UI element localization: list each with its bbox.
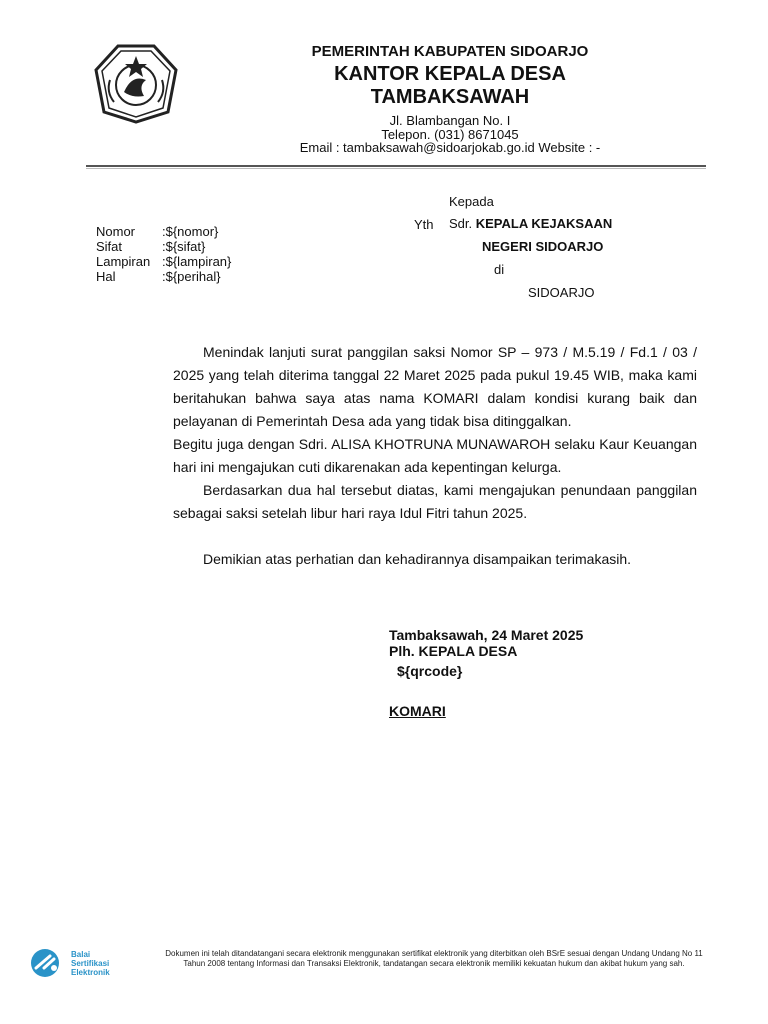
body-paragraph-1: Menindak lanjuti surat panggilan saksi Nomor SP – 973 / M.5.19 / Fd.1 / 03 / 2025 yang telah diterima tanggal 22 Maret 2025 pada pukul 19.45 WIB, maka kami beritahukan bahwa saya atas nama KOMARI dalam kondisi kurang baik dan pelayanan di Pemerintah Desa ada yang tidak bisa ditinggalkan.	[173, 344, 697, 429]
meta-sifat	[96, 239, 231, 254]
bsre-logo-text	[71, 950, 110, 977]
recipient-city: SIDOARJO	[528, 285, 595, 300]
meta-value: :${sifat}	[162, 239, 206, 254]
esign-disclaimer: Dokumen ini telah ditandatangani secara elektronik menggunakan sertifikat elektronik yang diterbitkan oleh BSrE sesuai dengan Undang Undang No 11 Tahun 2008 tentang Informasi dan Transaksi Elektronik, tandatangan secara elektronik memiliki kekuatan hukum dan akibat hukum yang sah.	[165, 949, 703, 968]
recipient-yth: Yth	[414, 217, 434, 232]
meta-lampiran	[96, 254, 231, 269]
body-paragraph-3: Berdasarkan dua hal tersebut diatas, kami mengajukan penundaan panggilan sebagai saksi setelah libur hari raya Idul Fitri tahun 2025.	[173, 482, 697, 521]
recipient-di: di	[494, 262, 505, 277]
recipient-name-line1: KEPALA KEJAKSAAN	[475, 216, 613, 231]
letterhead-divider	[86, 165, 706, 169]
letterhead-address: Jl. Blambangan No. I	[389, 113, 511, 128]
signature-position: Plh. KEPALA DESA	[389, 643, 518, 659]
recipient-name-line2: NEGERI SIDOARJO	[482, 239, 604, 254]
letterhead-office: KANTOR KEPALA DESA	[334, 63, 566, 85]
meta-value: :${perihal}	[162, 269, 221, 284]
letter-meta	[96, 224, 231, 284]
recipient-kepada: Kepada	[449, 194, 494, 209]
letter-body	[173, 341, 697, 571]
bsre-logo-line: Elektronik	[71, 968, 110, 977]
meta-label: Lampiran	[96, 254, 151, 269]
signature-name: KOMARI	[389, 703, 446, 719]
meta-label: Nomor	[96, 224, 136, 239]
recipient-line1	[449, 216, 612, 231]
letterhead-phone: Telepon. (031) 8671045	[381, 127, 519, 142]
meta-label: Hal	[96, 269, 116, 284]
bsre-logo-line: Sertifikasi	[71, 959, 110, 968]
signature-qrcode: ${qrcode}	[397, 663, 463, 679]
meta-label: Sifat	[96, 239, 123, 254]
meta-nomor	[96, 224, 231, 239]
bsre-logo-line: Balai	[71, 950, 91, 959]
letterhead-contact: Email : tambaksawah@sidoarjokab.go.id Website : -	[299, 140, 601, 155]
regency-emblem-icon	[88, 40, 184, 126]
recipient-sdr: Sdr.	[449, 216, 473, 231]
signature-place-date: Tambaksawah, 24 Maret 2025	[389, 627, 584, 643]
letterhead-village: TAMBAKSAWAH	[370, 86, 530, 108]
meta-value: :${lampiran}	[162, 254, 232, 269]
letterhead-government: PEMERINTAH KABUPATEN SIDOARJO	[311, 43, 589, 60]
meta-hal	[96, 269, 231, 284]
bsre-logo-icon	[28, 946, 68, 980]
body-paragraph-2: Begitu juga dengan Sdri. ALISA KHOTRUNA MUNAWAROH selaku Kaur Keuangan hari ini mengajukan cuti dikarenakan ada kepentingan kelurga.	[173, 436, 697, 475]
body-paragraph-4: Demikian atas perhatian dan kehadirannya disampaikan terimakasih.	[203, 551, 632, 567]
meta-value: :${nomor}	[162, 224, 219, 239]
